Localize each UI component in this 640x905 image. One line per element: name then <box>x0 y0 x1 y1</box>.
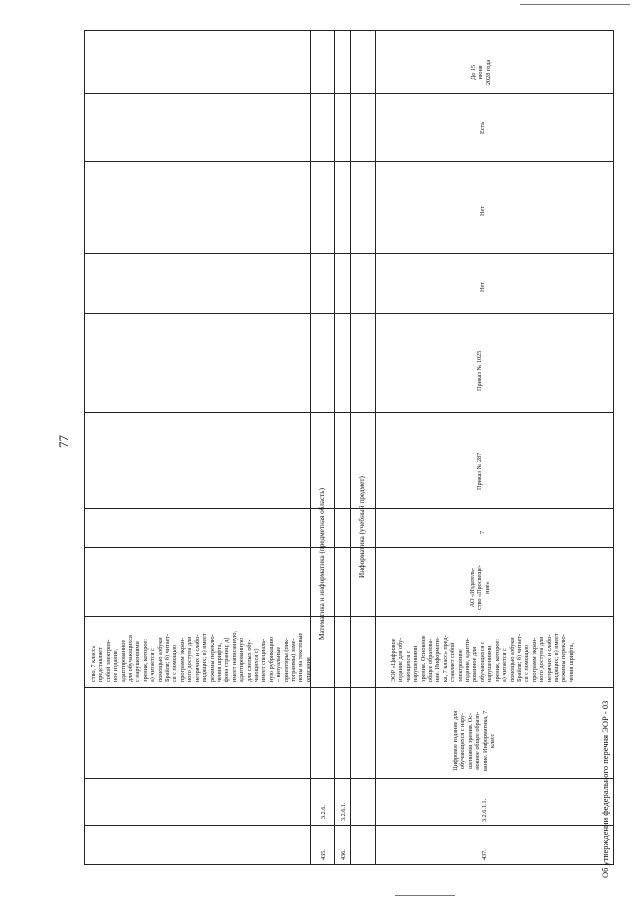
row-435-number: 435. <box>320 849 327 860</box>
field-sep-3 <box>84 253 613 254</box>
row-437-number: 437. <box>481 849 488 860</box>
row-437-publisher: АО «Издатель- ство «Просвеще- ние» <box>469 565 491 610</box>
row-436-number: 436. <box>340 849 347 860</box>
row-435-code: 3.2.6. <box>320 805 327 819</box>
row-437-description: ЭОР «Цифровое издание для обу- чающихся с нарушениями зрения. Основное общее образова- ние. Информати- ка, 7 класс» пред- ставляет собой электронное издание, адапти- рованное для обучающихся с нарушениями зрения, которое: а) читается с помощью азбуки Брайля; б) читает- ся с помощью программ экран- ного доступа для незрячих и слабо- видящих; в) имеет режимы переклю- чения шрифта, <box>390 633 575 682</box>
row-437-deadline: До 15 июня 2028 года <box>470 59 492 85</box>
document-footer: Об утверждении федерального перечня ЭОР - 03 <box>600 700 610 878</box>
field-sep-1 <box>84 93 613 94</box>
row-437-grade: 7 <box>479 530 486 534</box>
field-sep-7 <box>84 547 613 548</box>
field-sep-6 <box>84 508 613 509</box>
field-sep-9 <box>84 687 613 688</box>
continued-description: ство, 7 класс» представляет собой электрон- ное издание, адаптированное для обучающихся с нарушениями зрения, которое: а) читается с помощью азбуки Брайля; б) читает- ся с помощью программ экран- ного доступа для незрячих и слабо- видящих; в) имеет режимы переклю- чения шрифта, фона страниц; д) имеет написанную, адаптированную для слепых обу- чающихся с) имеет специаль- ную рубрикацию – визуальные ориентиры (пик- тограммы) заме- нены на текстовые описания <box>90 630 312 682</box>
col-sep-3 <box>350 30 351 865</box>
table-border-bottom <box>84 864 614 865</box>
rotated-table <box>84 30 614 865</box>
col-sep-4 <box>375 30 376 865</box>
col-sep-2 <box>334 30 335 865</box>
row-437-col-c: Есть <box>479 121 486 134</box>
field-sep-2 <box>84 161 613 162</box>
row-437-col-a: Нет <box>479 282 486 292</box>
page-number: 77 <box>56 435 71 448</box>
col-sep-1 <box>310 30 311 865</box>
table-border-right <box>613 30 614 865</box>
section-subject-title: Информатика (учебный предмет) <box>358 476 366 578</box>
table-border-left <box>84 30 85 865</box>
scan-artifact-top <box>520 4 630 5</box>
field-sep-10 <box>84 778 613 779</box>
row-437-code: 3.2.6.1.1. <box>481 798 488 822</box>
section-area-title: Математика и информатика (предметная область) <box>318 488 326 640</box>
row-437-order-287: Приказ № 287 <box>476 452 483 490</box>
row-437-order-1025: Приказ № 1025 <box>476 350 483 391</box>
row-437-title: Цифровое издание для обучающихся с нару- шениями зрения. Ос- новное общее образо- вание. Информатика, 7 класс <box>452 710 497 771</box>
row-437-col-b: Нет <box>479 206 486 216</box>
field-sep-8 <box>84 616 613 617</box>
field-sep-5 <box>84 412 613 413</box>
table-border-top <box>84 30 614 31</box>
field-sep-4 <box>84 313 613 314</box>
field-sep-11 <box>84 825 613 826</box>
scan-artifact-bottom <box>395 895 455 896</box>
row-436-code: 3.2.6.1. <box>340 802 347 821</box>
